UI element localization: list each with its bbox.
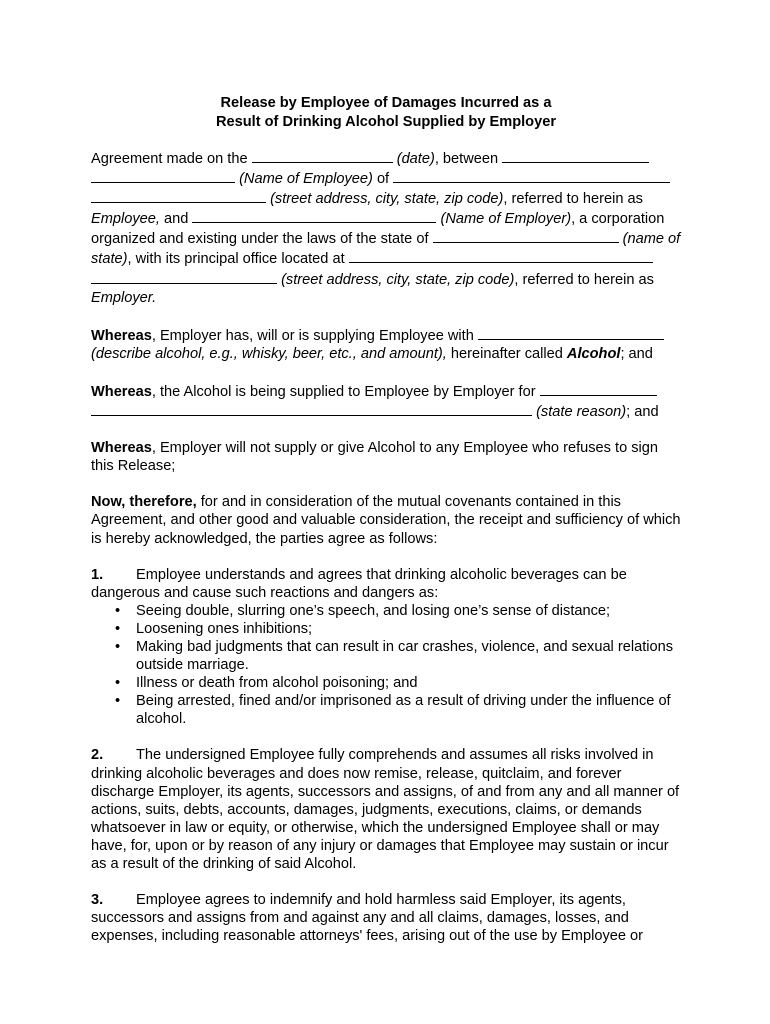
section-1-paragraph — [91, 566, 681, 602]
list-item-text: Making bad judgments that can result in car crashes, violence, and sexual relations outside marriage. — [136, 638, 674, 674]
whereas2-text-2: ; and — [626, 404, 659, 421]
bullet-icon: • — [115, 638, 121, 655]
list-item-text: Seeing double, slurring one’s speech, and losing one’s sense of distance; — [136, 602, 611, 619]
whereas-paragraph-1 — [91, 325, 681, 363]
alcohol-term: Alcohol — [566, 345, 621, 362]
list-item-text: Illness or death from alcohol poisoning; and — [136, 675, 418, 692]
bullet-icon: • — [115, 602, 121, 619]
street-address-label-1: (street address, city, state, zip code) — [270, 191, 504, 208]
state-reason-label: (state reason) — [536, 404, 627, 421]
section-3-text: Employee agrees to indemnify and hold harmless said Employer, its agents, successors and assigns from and against any and all claims, damages, losses, and expenses, including reasonable attorneys' fees, arising out of the use by Employee or — [91, 892, 644, 945]
whereas2-text-1: , the Alcohol is being supplied to Employee by Employer for — [151, 383, 540, 400]
office-address-blank-1[interactable] — [349, 248, 653, 263]
street-address-label-2: (street address, city, state, zip code) — [281, 271, 515, 288]
section-2-number: 2. — [91, 747, 104, 764]
intro-text-8: , referred to herein as — [514, 271, 654, 288]
intro-text-6: , a corporation organized and existing under the laws of the state of — [91, 211, 665, 248]
date-label: (date) — [396, 151, 435, 167]
employee-name-blank[interactable] — [91, 168, 235, 183]
now-therefore-lead: Now, therefore, — [91, 494, 197, 511]
section-1-text: Employee understands and agrees that drinking alcoholic beverages can be dangerous and cause such reactions and dangers as: — [91, 566, 627, 601]
intro-text-1: Agreement made on the — [91, 151, 252, 167]
whereas-lead-1: Whereas — [91, 327, 152, 344]
document-title — [91, 94, 681, 131]
intro-text-3: of — [372, 171, 394, 188]
whereas1-text-2: hereinafter called — [446, 345, 567, 362]
list-item — [115, 674, 681, 692]
bullet-icon: • — [115, 675, 121, 692]
whereas-paragraph-2 — [91, 381, 681, 421]
list-item-text: Loosening ones inhibitions; — [136, 620, 313, 637]
whereas1-text-3: ; and — [620, 345, 653, 362]
employee-term: Employee, — [91, 211, 160, 228]
list-item — [115, 620, 681, 638]
reason-blank-2[interactable] — [91, 401, 532, 416]
state-blank[interactable] — [433, 228, 619, 243]
list-item — [115, 638, 681, 674]
document-page — [91, 94, 681, 963]
title-line-1: Release by Employee of Damages Incurred as a — [220, 95, 552, 111]
describe-alcohol-label: (describe alcohol, e.g., whisky, beer, etc., and amount), — [91, 345, 447, 362]
whereas3-text: , Employer will not supply or give Alcohol to any Employee who refuses to sign this Release; — [91, 440, 659, 475]
list-item — [115, 602, 681, 620]
bullet-icon: • — [115, 620, 121, 637]
now-therefore-text: for and in consideration of the mutual covenants contained in this Agreement, and other good and valuable consideration, the receipt and sufficiency of which is hereby acknowledged, the parties agree as follows: — [91, 494, 681, 547]
reason-blank-1[interactable] — [540, 381, 657, 396]
intro-text-7: , with its principal office located at — [127, 251, 349, 268]
now-therefore-paragraph — [91, 493, 681, 547]
employee-address-blank-2[interactable] — [91, 188, 266, 203]
whereas1-text-1: , Employer has, will or is supplying Employee with — [151, 327, 478, 344]
title-line-2: Result of Drinking Alcohol Supplied by Employer — [215, 113, 556, 130]
whereas-lead-2: Whereas — [91, 383, 152, 400]
employee-address-blank-1[interactable] — [393, 168, 670, 183]
section-2-text: The undersigned Employee fully comprehends and assumes all risks involved in drinking alcoholic beverages and does now remise, release, quitclaim, and forever discharge Employer, its agents, successors and assigns, of and from any and all manner of actions, suits, debts, accounts, damages, judgments, executions, claims, or demands whatsoever in law or equity, or otherwise, which the undersigned Employee shall or may have, for, upon or by reason of any injury or damages that Employee may sustain or incur as a result of the drinking of said Alcohol. — [91, 747, 680, 872]
intro-text-4: , referred to herein as — [503, 191, 643, 208]
intro-text-2: , between — [434, 151, 503, 167]
employer-name-blank[interactable] — [192, 208, 436, 223]
section-3-number: 3. — [91, 892, 104, 909]
name-of-state-label: (name of state) — [91, 231, 681, 268]
alcohol-blank[interactable] — [478, 325, 664, 340]
date-blank[interactable] — [252, 148, 393, 163]
office-address-blank-2[interactable] — [91, 269, 277, 284]
dangers-list — [91, 602, 681, 729]
employee-name-label: (Name of Employee) — [239, 171, 373, 188]
list-item — [115, 692, 681, 728]
list-item-text: Being arrested, fined and/or imprisoned as a result of driving under the influence of alcohol. — [136, 693, 671, 728]
section-3-paragraph — [91, 891, 681, 945]
intro-text-5: and — [159, 211, 193, 228]
bullet-icon: • — [115, 693, 121, 710]
section-1-number: 1. — [91, 566, 104, 583]
employer-name-label: (Name of Employer) — [440, 211, 572, 228]
intro-paragraph — [91, 148, 681, 307]
whereas-paragraph-3 — [91, 439, 681, 475]
employer-term: Employer. — [91, 289, 157, 306]
whereas-lead-3: Whereas — [91, 440, 152, 457]
section-2-paragraph — [91, 746, 681, 873]
between-blank[interactable] — [502, 148, 649, 163]
